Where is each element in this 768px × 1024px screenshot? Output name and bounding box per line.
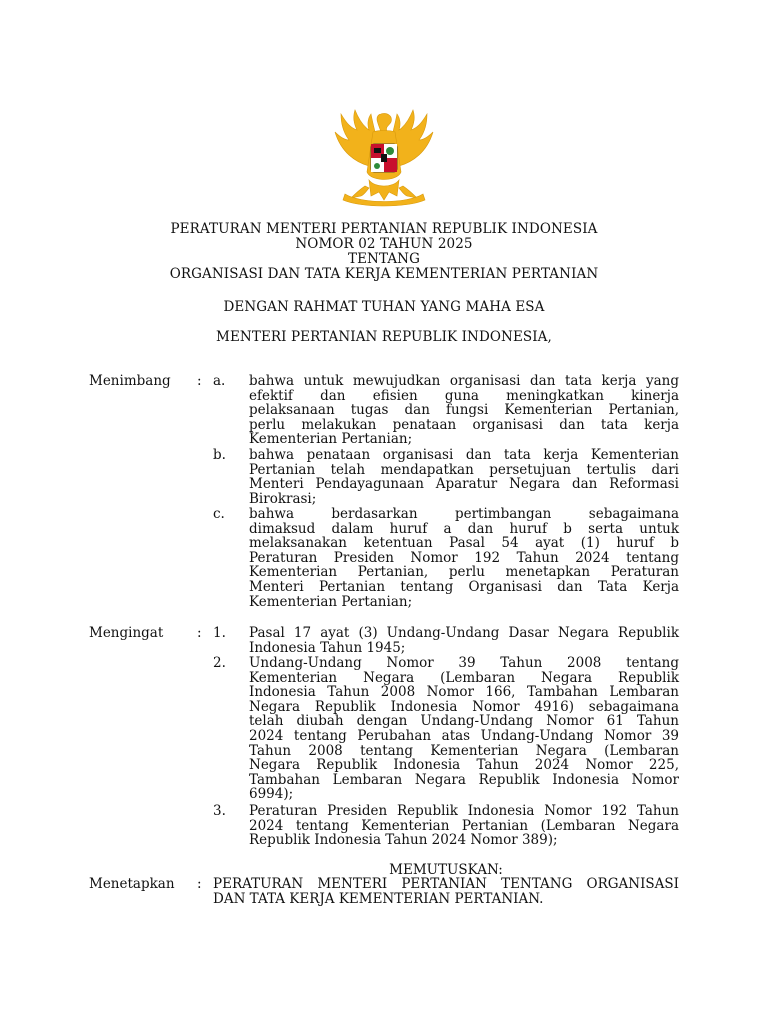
text-line: Negara Republik Indonesia Nomor 4916) sebagaimana xyxy=(249,698,679,715)
text-line: Kementerian Negara (Lembaran Negara Republik xyxy=(249,669,679,686)
text-line: dimaksud dalam huruf a dan huruf b serta untuk xyxy=(249,520,679,537)
text-line: Peraturan Presiden Nomor 192 Tahun 2024 tentang xyxy=(249,549,679,566)
menetapkan-line-2: DAN TATA KERJA KEMENTERIAN PERTANIAN. xyxy=(213,891,544,907)
text-line: Republik Indonesia Tahun 2024 Nomor 389); xyxy=(249,832,558,849)
memutuskan-heading: MEMUTUSKAN: xyxy=(389,862,503,878)
item-marker: a. xyxy=(213,373,226,389)
item-marker: c. xyxy=(213,506,225,522)
mengingat-label: Mengingat xyxy=(89,625,164,641)
garuda-emblem-icon xyxy=(331,108,437,208)
title-line-1: PERATURAN MENTERI PERTANIAN REPUBLIK INDONESIA xyxy=(170,221,598,237)
item-marker: b. xyxy=(213,447,226,463)
title-line-3: TENTANG xyxy=(348,251,420,267)
text-line: pelaksanaan tugas dan fungsi Kementerian Pertanian, xyxy=(249,402,679,419)
item-marker: 1. xyxy=(213,625,226,641)
text-line: Tahun 2008 tentang Kementerian Negara (Lembaran xyxy=(249,742,679,759)
text-line: Indonesia Tahun 1945; xyxy=(249,639,406,656)
menetapkan-label: Menetapkan xyxy=(89,876,175,892)
text-line: 2024 tentang Perubahan atas Undang-Undang Nomor 39 xyxy=(249,727,679,744)
text-line: Kementerian Pertanian; xyxy=(249,593,413,610)
text-line: efektif dan efisien guna meningkatkan kinerja xyxy=(249,387,679,404)
menimbang-label: Menimbang xyxy=(89,373,171,389)
text-line: melaksanakan ketentuan Pasal 54 ayat (1) huruf b xyxy=(249,535,679,552)
text-line: Peraturan Presiden Republik Indonesia Nomor 192 Tahun xyxy=(249,803,679,819)
title-line-2: NOMOR 02 TAHUN 2025 xyxy=(295,236,473,252)
mengingat-colon: : xyxy=(197,625,202,641)
text-line: 2024 tentang Kementerian Pertanian (Lembaran Negara xyxy=(249,817,679,834)
text-line: Pertanian telah mendapatkan persetujuan tertulis dari xyxy=(249,461,679,478)
text-line: 6994); xyxy=(249,786,294,803)
text-line: Undang-Undang Nomor 39 Tahun 2008 tentang xyxy=(249,655,679,671)
text-line: Menteri Pertanian tentang Organisasi dan Tata Kerja xyxy=(249,578,679,595)
text-line: Negara Republik Indonesia Tahun 2024 Nomor 225, xyxy=(249,757,679,774)
text-line: bahwa berdasarkan pertimbangan sebagaimana xyxy=(249,506,679,522)
text-line: telah diubah dengan Undang-Undang Nomor 61 Tahun xyxy=(249,713,679,730)
text-line: Birokrasi; xyxy=(249,490,317,507)
menetapkan-line-1: PERATURAN MENTERI PERTANIAN TENTANG ORGANISASI xyxy=(213,876,679,892)
text-line: bahwa untuk mewujudkan organisasi dan tata kerja yang xyxy=(249,373,679,389)
minister-line: MENTERI PERTANIAN REPUBLIK INDONESIA, xyxy=(216,329,552,345)
text-line: Pasal 17 ayat (3) Undang-Undang Dasar Negara Republik xyxy=(249,625,679,641)
text-line: Tambahan Lembaran Negara Republik Indonesia Nomor xyxy=(249,771,679,788)
text-line: perlu melakukan penataan organisasi dan tata kerja xyxy=(249,416,679,433)
divine-grace-line: DENGAN RAHMAT TUHAN YANG MAHA ESA xyxy=(223,299,545,315)
text-line: Menteri Pendayagunaan Aparatur Negara dan Reformasi xyxy=(249,476,679,493)
text-line: Indonesia Tahun 2008 Nomor 166, Tambahan Lembaran xyxy=(249,684,679,701)
title-line-4: ORGANISASI DAN TATA KERJA KEMENTERIAN PERTANIAN xyxy=(169,266,599,282)
menetapkan-colon: : xyxy=(197,876,202,892)
item-marker: 2. xyxy=(213,655,226,671)
text-line: bahwa penataan organisasi dan tata kerja Kementerian xyxy=(249,447,679,463)
item-marker: 3. xyxy=(213,803,226,819)
menimbang-colon: : xyxy=(197,373,202,389)
text-line: Kementerian Pertanian; xyxy=(249,431,413,448)
text-line: Kementerian Pertanian, perlu menetapkan Peraturan xyxy=(249,564,679,581)
regulation-title xyxy=(0,222,768,282)
